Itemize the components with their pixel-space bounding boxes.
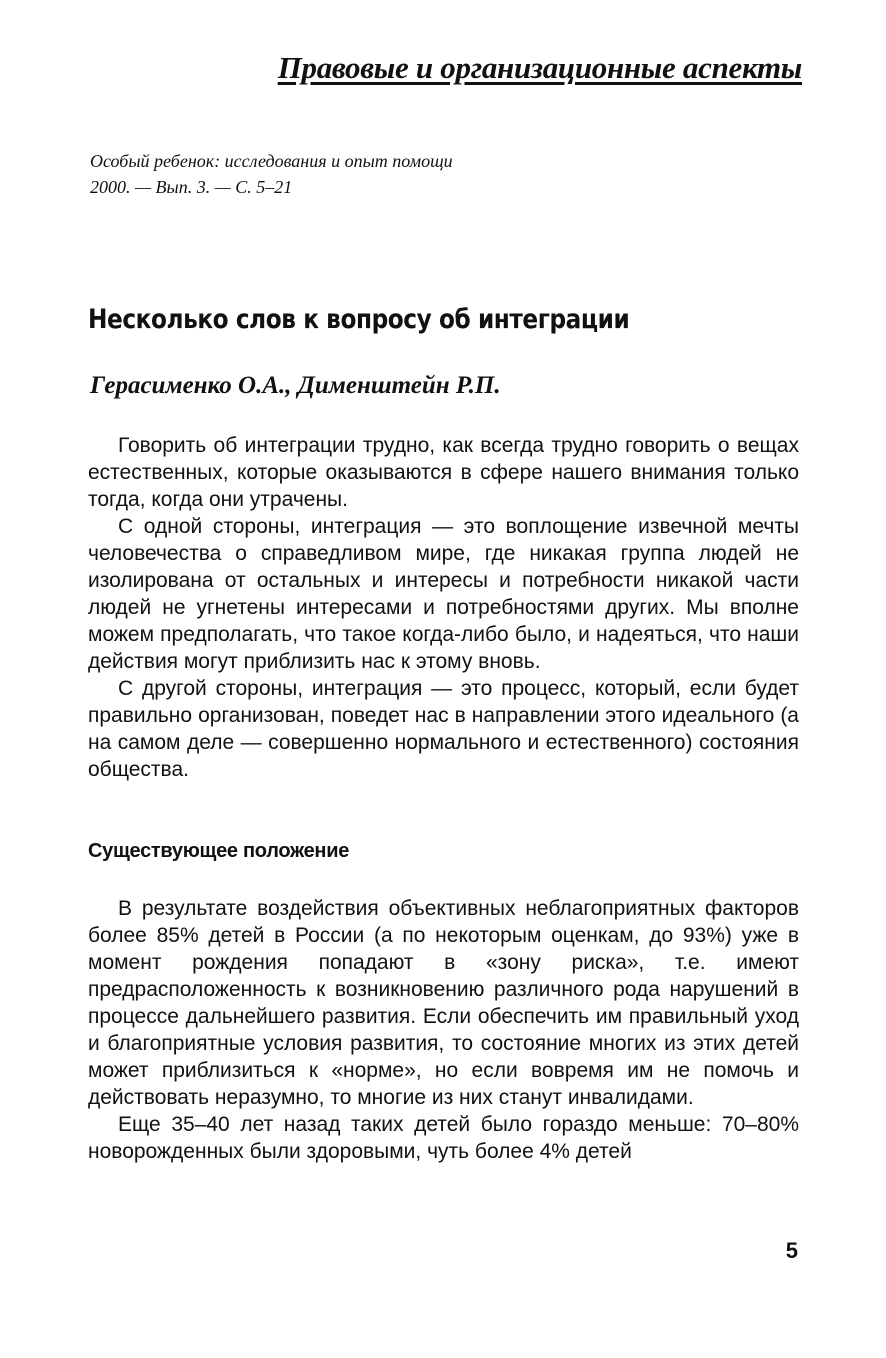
section-subheading: Существующее положение bbox=[88, 840, 350, 862]
section-title: Правовые и организационные аспекты bbox=[277, 50, 802, 85]
paragraph: В результате воздействия объективных неблагоприятных факторов более 85% детей в России (а по некоторым оценкам, до 93%) уже в момент рождения попадают в «зону риска», т.е. имеют предрасположенность к возникновению различного рода нарушений в процессе дальнейшего развития. Если обеспечить им правильный уход и благоприятные условия развития, то состояние многих из этих детей может приблизиться к «норме», но если вовремя им не помочь и действовать неразумно, то многие из них станут инвалидами. bbox=[88, 897, 799, 1109]
intro-text bbox=[88, 432, 799, 783]
paragraph: С другой стороны, интеграция — это процесс, который, если будет правильно организован, поведет нас в направлении этого идеального (а на самом деле — совершенно нормального и естественного) состояния общества. bbox=[88, 677, 799, 781]
article-title: Несколько слов к вопросу об интеграции bbox=[88, 304, 630, 335]
section-text bbox=[88, 895, 799, 1165]
citation bbox=[90, 148, 453, 200]
paragraph: Говорить об интеграции трудно, как всегда трудно говорить о вещах естественных, которые оказываются в сфере нашего внимания только тогда, когда они утрачены. bbox=[88, 434, 799, 511]
citation-issue: 2000. — Вып. 3. — С. 5–21 bbox=[90, 177, 293, 197]
page-number: 5 bbox=[785, 1238, 798, 1263]
citation-source: Особый ребенок: исследования и опыт помощи bbox=[90, 151, 453, 171]
article-authors: Герасименко О.А., Дименштейн Р.П. bbox=[90, 372, 501, 399]
paragraph: Еще 35–40 лет назад таких детей было гораздо меньше: 70–80% новорожденных были здоровыми, чуть более 4% детей bbox=[88, 1113, 799, 1163]
paragraph: С одной стороны, интеграция — это воплощение извечной мечты человечества о справедливом мире, где никакая группа людей не изолирована от остальных и интересы и потребности никакой части людей не угнетены интересами и потребностями других. Мы вполне можем предполагать, что такое когда-либо было, и надеяться, что наши действия могут приблизить нас к этому вновь. bbox=[88, 515, 799, 673]
